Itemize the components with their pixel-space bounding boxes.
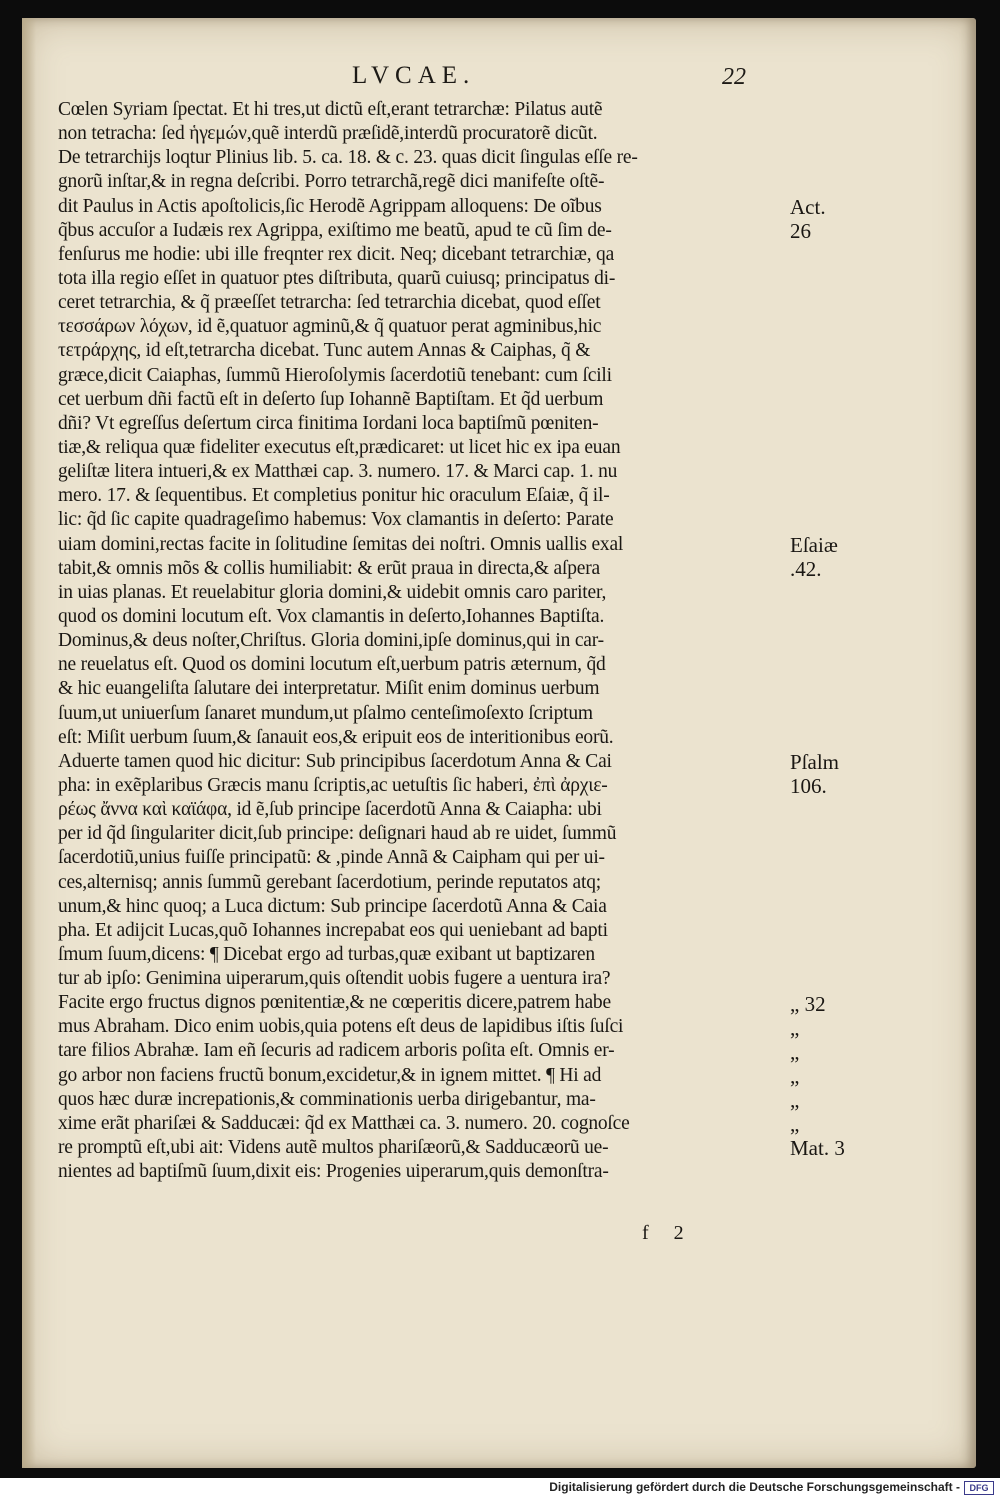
text-line: in uias planas. Et reuelabitur gloria domini,& uidebit omnis caro pariter, (58, 581, 607, 603)
text-line: dit Paulus in Actis apoſtolicis,ſic Herodẽ Agrippam alloquens: De oĩbus (58, 195, 602, 217)
footer-credit: Digitalisierung gefördert durch die Deutsche Forschungsgemeinschaft - (549, 1480, 960, 1494)
text-line: ſmum ſuum,dicens: ¶ Dicebat ergo ad turbas,quæ exibant ut baptizaren (58, 943, 595, 965)
text-line: τεσσάρων λόχων, id ẽ,quatuor agminũ,& q̃ quatuor perat agminibus,hic (58, 316, 602, 338)
marginal-note: Act. (790, 194, 826, 219)
page-number: 22 (722, 64, 746, 90)
marginal-note: Mat. 3 (790, 1136, 845, 1161)
text-line: uiam domini,rectas facite in ſolitudine ſemitas dei noſtri. Omnis uallis exal (58, 533, 624, 555)
text-line: ſuum,ut uniuerſum ſanaret mundum,ut pſalmo centeſimoſexto ſcriptum (58, 702, 593, 724)
text-line: tabit,& omnis mõs & collis humiliabit: & erũt praua in directa,& aſpera (58, 557, 600, 579)
text-line: ρέως ἄννα καὶ καϊάφα, id ẽ,ſub principe ſacerdotũ Anna & Caiapha: ubi (58, 799, 602, 821)
dfg-logo-icon: DFG (964, 1481, 994, 1495)
marginal-note: .42. (790, 556, 822, 581)
text-line: Cœlen Syriam ſpectat. Et hi tres,ut dictũ eſt,erant tetrarchæ: Pilatus autẽ (58, 99, 603, 120)
text-line: geliſtæ litera intueri,& ex Matthæi cap. 3. numero. 17. & Marci cap. 1. nu (58, 461, 618, 483)
text-line: go arbor non faciens fructũ bonum,excidetur,& in ignem mittet. ¶ Hi ad (58, 1064, 602, 1086)
text-line: græce,dicit Caiaphas, ſummũ Hieroſolymis ſacerdotiũ tenebant: cum ſcili (58, 364, 612, 386)
text-line: fenſurus me hodie: ubi ille freqnter rex dicit. Neq; dicebant tetrarchiæ, qa (58, 243, 615, 265)
text-line: Dominus,& deus noſter,Chriſtus. Gloria domini,ipſe dominus,qui in car- (58, 630, 604, 652)
text-line: mero. 17. & ſequentibus. Et completius ponitur hic oraculum Eſaiæ, q̃ il- (58, 485, 610, 507)
text-line: re promptũ eſt,ubi ait: Videns autẽ multos phariſæorũ,& Sadducæorũ ue- (58, 1137, 609, 1159)
marginal-note: „ (790, 1064, 800, 1088)
text-line: Aduerte tamen quod hic dicitur: Sub principibus ſacerdotum Anna & Cai (58, 750, 612, 772)
text-line: Facite ergo fructus dignos pœnitentiæ,& ne cœperitis dicere,patrem habe (58, 992, 611, 1014)
marginal-note: „ 32 (790, 991, 826, 1016)
marginal-note: „ (790, 1039, 800, 1064)
text-line: τετράρχης, id eſt,tetrarcha dicebat. Tunc autem Annas & Caiphas, q̃ & (58, 340, 591, 362)
text-line: nientes ad baptiſmũ ſuum,dixit eis: Progenies uiperarum,quis demonſtra- (58, 1161, 609, 1183)
page-gutter-shadow (22, 18, 36, 1468)
text-line: unum,& hinc quoq; a Luca dictum: Sub principe ſacerdotũ Anna & Caia (58, 895, 607, 917)
text-line: ceret tetrarchia, & q̃ præeſſet tetrarcha: ſed tetrarchia dicebat, quod eſſet (58, 292, 601, 314)
signature-mark: f 2 (642, 1222, 694, 1244)
text-line: xime erãt phariſæi & Sadducæi: q̃d ex Matthæi ca. 3. numero. 20. cognoſce (58, 1112, 630, 1134)
text-line: pha: in exẽplaribus Græcis manu ſcriptis,ac uetuſtis ſic haberi, ἐπὶ ἀρχιε- (58, 774, 608, 796)
marginal-note: 106. (790, 774, 827, 799)
text-line: quos hæc duræ increpationis,& comminationis uerba dirigebantur, ma- (58, 1088, 596, 1110)
text-line: & hic euangeliſta ſalutare dei interpretatur. Miſit enim dominus uerbum (58, 678, 600, 700)
marginal-note: Eſaiæ (790, 532, 838, 557)
text-line: quod os domini locutum eſt. Vox clamantis in deſerto,Iohannes Baptiſta. (58, 605, 605, 627)
text-line: ne reuelatus eſt. Quod os domini locutum eſt,uerbum patris æternum, q̃d (58, 654, 606, 676)
marginal-note: 26 (790, 218, 811, 243)
marginal-note: „ (790, 1112, 800, 1137)
text-line: lic: q̃d ſic capite quadrageſimo habemus: Vox clamantis in deſerto: Parate (58, 509, 614, 531)
footer-bar (0, 1478, 1000, 1499)
text-line: mus Abraham. Dico enim uobis,quia potens eſt deus de lapidibus iſtis ſuſci (58, 1016, 624, 1038)
book-page (22, 18, 976, 1468)
marginal-note: „ (790, 1015, 800, 1040)
text-line: tare filios Abrahæ. Iam eñ ſecuris ad radicem arboris poſita eſt. Omnis er- (58, 1040, 615, 1062)
text-line: eſt: Miſit uerbum ſuum,& ſanauit eos,& eripuit eos de interitionibus eorũ. (58, 726, 614, 748)
body-text (58, 98, 818, 1184)
text-line: De tetrarchijs loqtur Plinius lib. 5. ca. 18. & c. 23. quas dicit ſingulas eſſe re- (58, 147, 638, 169)
marginal-note: Pſalm (790, 750, 840, 775)
running-head: LVCAE. (352, 62, 476, 89)
text-line: tiæ,& reliqua quæ fideliter executus eſt,prædicaret: ut licet hic ex ipa euan (58, 436, 621, 458)
text-line: tota illa regio eſſet in quatuor ptes diſtributa, quarũ cuiusq; principatus di- (58, 267, 616, 289)
text-line: per id q̃d ſingulariter dicit,ſub principe: deſignari haud ab re uidet, ſummũ (58, 823, 617, 845)
text-line: dñi? Vt egreſſus deſertum circa finitima Iordani loca baptiſmũ pœniten- (58, 412, 599, 434)
text-line: ces,alternisq; annis ſummũ gerebant ſacerdotium, perinde reputatos atq; (58, 871, 601, 893)
text-line: gnorũ inſtar,& in regna deſcribi. Porro tetrarchã,regẽ dici manifeſte oſtẽ- (58, 171, 605, 193)
text-line: cet uerbum dñi factũ eſt in deſerto ſup Iohannẽ Baptiſtam. Et q̃d uerbum (58, 388, 604, 410)
text-line: q̃bus accuſor a Iudæis rex Agrippa, exiſtimo me beatũ, apud te cũ ſim de- (58, 219, 612, 241)
marginal-note: „ (790, 1088, 800, 1113)
text-line: non tetracha: ſed ἡγεμών,quẽ interdũ præſidẽ,interdũ procuratorẽ dicũt. (58, 123, 598, 145)
text-line: ſacerdotiũ,unius fuiſſe principatũ: & ,pinde Annã & Caipham qui per ui- (58, 847, 605, 869)
text-line: pha. Et adijcit Lucas,quõ Iohannes increpabat eos qui ueniebant ad bapti (58, 919, 608, 941)
text-line: tur ab ipſo: Genimina uiperarum,quis oſtendit uobis fugere a uentura ira? (58, 968, 611, 990)
